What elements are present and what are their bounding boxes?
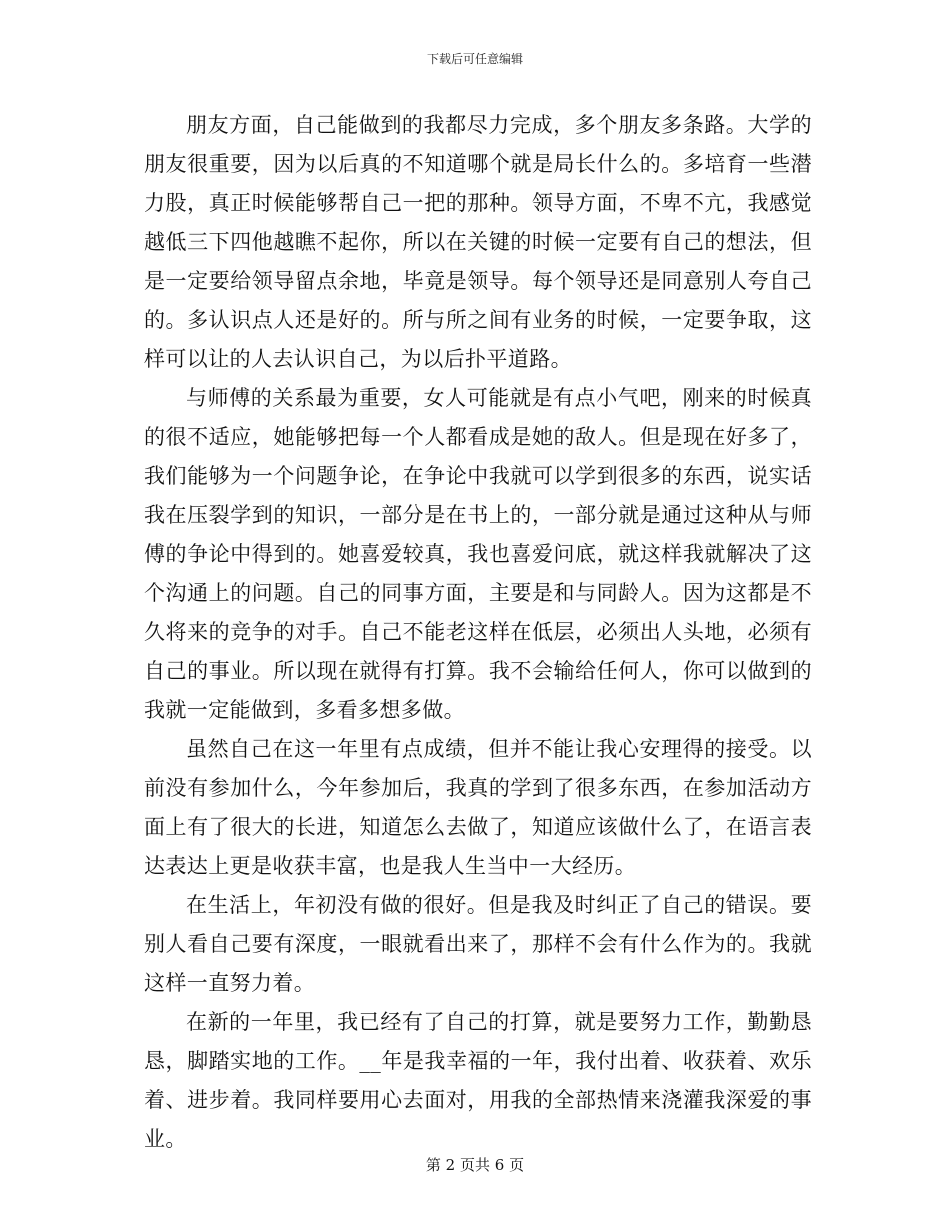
paragraph-friends: 朋友方面，自己能做到的我都尽力完成，多个朋友多条路。大学的朋友很重要，因为以后真的不知道哪个就是局长什么的。多培育一些潜力股，真正时候能够帮自己一把的那种。领导方面，不卑不亢，我感觉越低三下四他越瞧不起你，所以在关键的时候一定要有自己的想法，但是一定要给领导留点余地，毕竟是领导。每个领导还是同意别人夸自己的。多认识点人还是好的。所与所之间有业务的时候，一定要争取，这样可以让的人去认识自己，为以后扑平道路。 bbox=[144, 113, 812, 371]
paragraph-achievements: 虽然自己在这一年里有点成绩，但并不能让我心安理得的接受。以前没有参加什么，今年参加后，我真的学到了很多东西，在参加活动方面上有了很大的长进，知道怎么去做了，知道应该做什么了，在语言表达表达上更是收获丰富，也是我人生当中一大经历。 bbox=[144, 737, 812, 878]
paragraph-mentor: 与师傅的关系最为重要，女人可能就是有点小气吧，刚来的时候真的很不适应，她能够把每一个人都看成是她的敌人。但是现在好多了，我们能够为一个问题争论，在争论中我就可以学到很多的东西，说实话我在压裂学到的知识，一部分是在书上的，一部分就是通过这种从与师傅的争论中得到的。她喜爱较真，我也喜爱问底，就这样我就解决了这个沟通上的问题。自己的同事方面，主要是和与同龄人。因为这都是不久将来的竞争的对手。自己不能老这样在低层，必须出人头地，必须有自己的事业。所以现在就得有打算。我不会输给任何人，你可以做到的我就一定能做到，多看多想多做。 bbox=[144, 386, 812, 722]
document-body bbox=[144, 106, 812, 1159]
page-footer: 第 2 页共 6 页 bbox=[425, 1156, 525, 1174]
paragraph-new-year: 在新的一年里，我已经有了自己的打算，就是要努力工作，勤勤恳恳，脚踏实地的工作。__年是我幸福的一年，我付出着、收获着、欢乐着、进步着。我同样要用心去面对，用我的全部热情来浇灌我深爱的事业。 bbox=[144, 1010, 812, 1151]
page-header: 下载后可任意编辑 bbox=[426, 52, 523, 66]
paragraph-life: 在生活上，年初没有做的很好。但是我及时纠正了自己的错误。要别人看自己要有深度，一眼就看出来了，那样不会有什么作为的。我就这样一直努力着。 bbox=[144, 893, 812, 995]
